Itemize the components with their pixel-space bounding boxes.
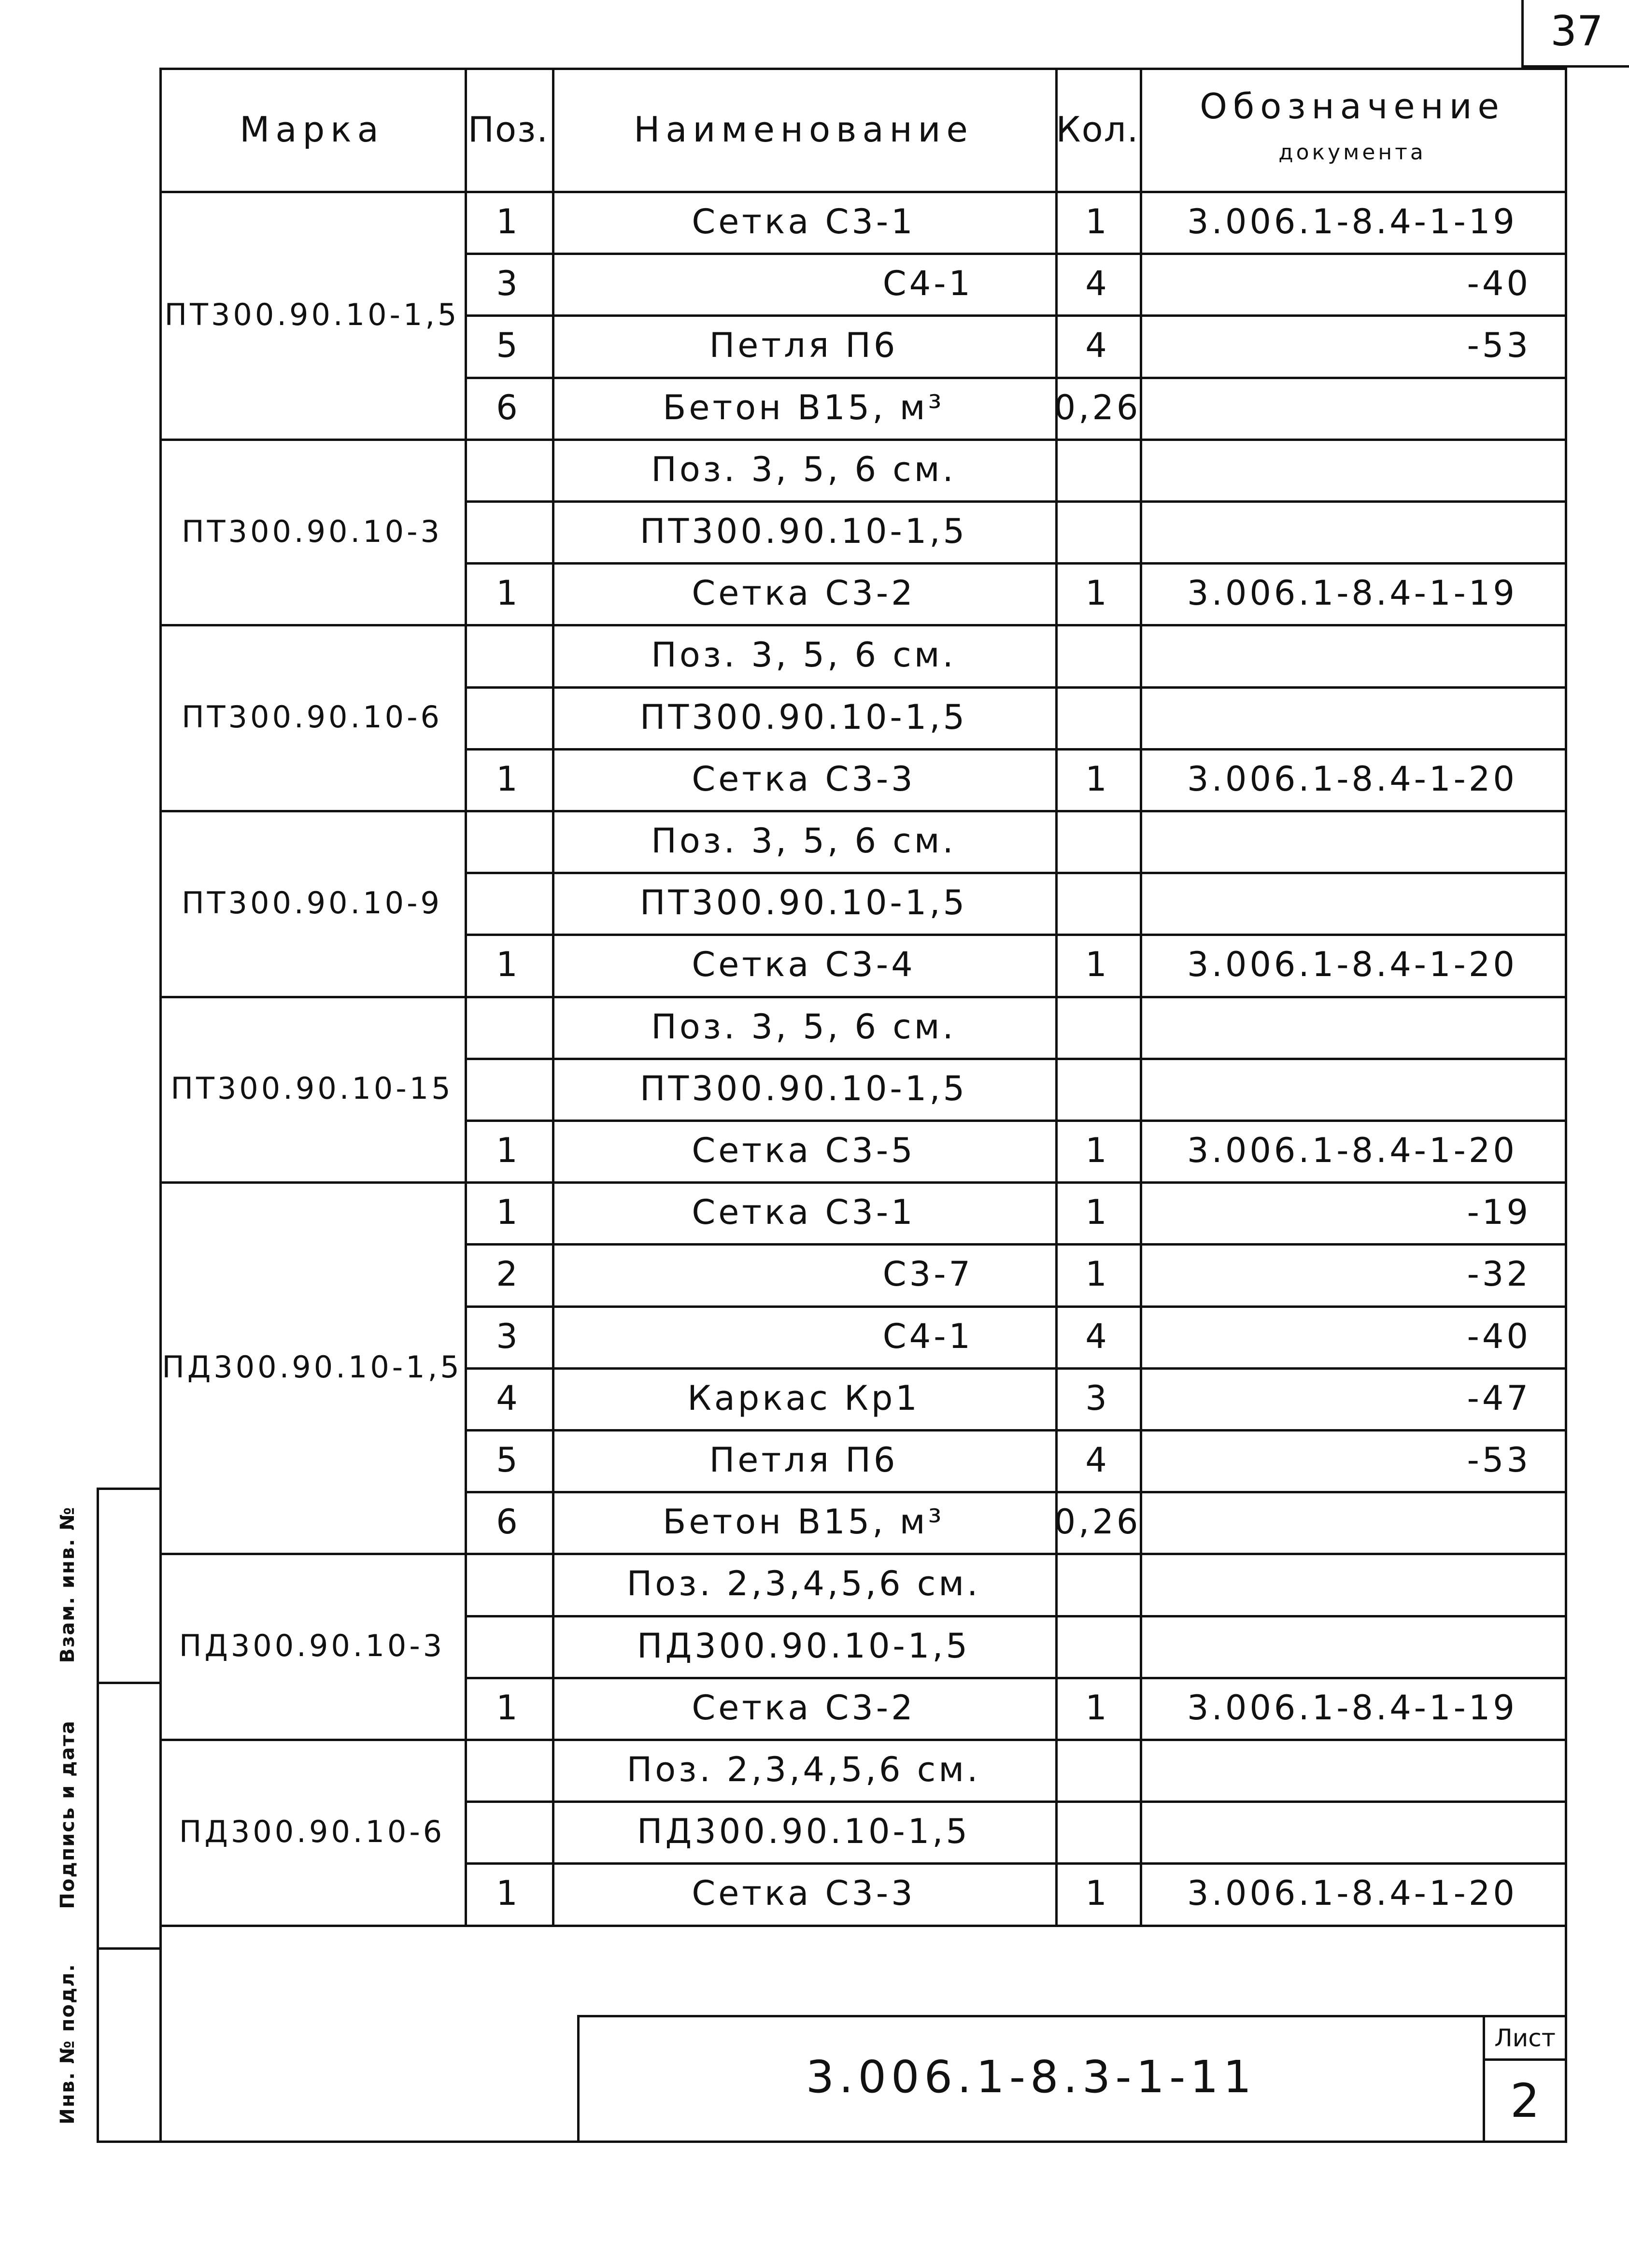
- cell-poz: [465, 1058, 552, 1120]
- stamp-sheet-number: 2: [1510, 2073, 1540, 2128]
- cell-poz: 3: [496, 1316, 521, 1356]
- cell-poz: 3: [496, 264, 521, 304]
- cell-poz: 1: [496, 759, 521, 799]
- cell-poz: [465, 810, 552, 872]
- header-kol: Кол.: [1056, 109, 1139, 150]
- cell-kol: 0,26: [1054, 387, 1141, 427]
- cell-oboz: [1140, 1800, 1565, 1862]
- cell-oboz: -19: [1467, 1192, 1531, 1233]
- cell-kol: 1: [1085, 1254, 1110, 1294]
- cell-oboz: 3.006.1-8.4-1-19: [1187, 573, 1517, 613]
- frame-bottom: [159, 2140, 1567, 2143]
- cell-kol: [1055, 1553, 1140, 1615]
- cell-oboz: [1140, 686, 1565, 748]
- cell-marka: ПТ300.90.10-9: [182, 885, 442, 921]
- cell-kol: 4: [1085, 264, 1110, 304]
- cell-kol: 1: [1085, 573, 1110, 613]
- cell-poz: 1: [496, 202, 521, 242]
- cell-poz: [465, 1800, 552, 1862]
- cell-oboz: -47: [1467, 1378, 1531, 1418]
- cell-naim: ПД300.90.10-1,5: [637, 1626, 971, 1666]
- cell-poz: [465, 996, 552, 1058]
- cell-kol: 1: [1085, 1131, 1110, 1171]
- cell-kol: 1: [1085, 1687, 1110, 1728]
- cell-marka: ПД300.90.10-3: [179, 1628, 445, 1664]
- cell-naim: ПД300.90.10-1,5: [637, 1812, 971, 1852]
- cell-oboz: -53: [1467, 1440, 1531, 1480]
- stamp-document-code: 3.006.1-8.3-1-11: [806, 2051, 1257, 2103]
- cell-naim: Бетон В15, м³: [663, 387, 945, 427]
- cell-marka: ПТ300.90.10-1,5: [164, 297, 460, 332]
- cell-naim: Сетка С3-2: [692, 573, 916, 613]
- cell-naim: Сетка С3-2: [692, 1687, 916, 1728]
- cell-kol: [1055, 500, 1140, 562]
- cell-oboz: 3.006.1-8.4-1-20: [1187, 759, 1517, 799]
- cell-poz: [465, 500, 552, 562]
- cell-poz: 5: [496, 1440, 521, 1480]
- cell-oboz: [1140, 872, 1565, 934]
- side-label-vzam: Взам. инв. №: [57, 1506, 79, 1663]
- cell-kol: 1: [1085, 945, 1110, 985]
- header-oboz-sub: документа: [1278, 140, 1426, 165]
- stamp-top-line: [577, 2015, 1565, 2017]
- column-border-2: [552, 68, 554, 1925]
- cell-naim: Поз. 2,3,4,5,6 см.: [626, 1750, 981, 1790]
- cell-oboz: [1140, 1553, 1565, 1615]
- cell-naim: Бетон В15, м³: [663, 1502, 945, 1542]
- cell-naim: С4-1: [882, 264, 973, 304]
- cell-naim: Сетка С3-5: [692, 1131, 916, 1171]
- cell-poz: 6: [496, 387, 521, 427]
- cell-naim: Сетка С3-1: [692, 1192, 916, 1233]
- cell-kol: [1055, 439, 1140, 500]
- stamp-sheet-label: Лист: [1494, 2024, 1556, 2052]
- cell-naim: ПТ300.90.10-1,5: [639, 511, 968, 552]
- cell-poz: 2: [496, 1254, 521, 1294]
- cell-kol: [1055, 810, 1140, 872]
- cell-naim: С4-1: [882, 1316, 973, 1356]
- page-number-divider: [1521, 0, 1524, 68]
- cell-kol: [1055, 624, 1140, 686]
- cell-kol: 4: [1085, 1316, 1110, 1356]
- cell-kol: [1055, 996, 1140, 1058]
- column-border-3: [1055, 68, 1058, 1925]
- cell-marka: ПД300.90.10-6: [179, 1814, 445, 1849]
- cell-oboz: [1140, 377, 1565, 439]
- cell-naim: Каркас Кр1: [687, 1378, 920, 1418]
- cell-naim: Поз. 2,3,4,5,6 см.: [626, 1564, 981, 1604]
- cell-kol: 3: [1085, 1378, 1110, 1418]
- cell-poz: [465, 1739, 552, 1800]
- cell-poz: 1: [496, 573, 521, 613]
- cell-kol: [1055, 1615, 1140, 1677]
- cell-kol: [1055, 1800, 1140, 1862]
- side-label-inv-podl: Инв. № подл.: [57, 1963, 79, 2125]
- column-border-5: [1565, 68, 1567, 1925]
- cell-poz: [465, 686, 552, 748]
- cell-naim: ПТ300.90.10-1,5: [639, 697, 968, 737]
- cell-poz: 1: [496, 1687, 521, 1728]
- cell-naim: Петля П6: [709, 1440, 898, 1480]
- cell-oboz: [1140, 1058, 1565, 1120]
- side-strip-top-line: [97, 1488, 160, 1490]
- cell-marka: ПТ300.90.10-15: [170, 1071, 453, 1106]
- cell-kol: 0,26: [1054, 1502, 1141, 1542]
- cell-kol: [1055, 1739, 1140, 1800]
- cell-oboz: [1140, 1739, 1565, 1800]
- cell-oboz: [1140, 439, 1565, 500]
- frame-left-lower: [159, 1925, 162, 2141]
- cell-naim: Поз. 3, 5, 6 см.: [651, 635, 956, 675]
- cell-poz: [465, 439, 552, 500]
- cell-naim: ПТ300.90.10-1,5: [639, 883, 968, 923]
- cell-poz: [465, 872, 552, 934]
- cell-kol: [1055, 1058, 1140, 1120]
- cell-naim: Сетка С3-3: [692, 1873, 916, 1914]
- cell-poz: 4: [496, 1378, 521, 1418]
- cell-naim: С3-7: [882, 1254, 973, 1294]
- column-border-1: [465, 68, 467, 1925]
- cell-kol: [1055, 872, 1140, 934]
- cell-oboz: [1140, 500, 1565, 562]
- cell-naim: Сетка С3-4: [692, 945, 916, 985]
- cell-kol: 1: [1085, 1192, 1110, 1233]
- cell-oboz: [1140, 996, 1565, 1058]
- cell-naim: Поз. 3, 5, 6 см.: [651, 821, 956, 861]
- cell-kol: 1: [1085, 1873, 1110, 1914]
- group-separator: [159, 1925, 1565, 1927]
- cell-poz: 1: [496, 945, 521, 985]
- side-label-podpis: Подпись и дата: [57, 1720, 79, 1909]
- header-poz: Поз.: [467, 109, 549, 150]
- cell-naim: Сетка С3-1: [692, 202, 916, 242]
- cell-poz: [465, 624, 552, 686]
- cell-marka: ПД300.90.10-1,5: [162, 1349, 462, 1385]
- cell-oboz: -40: [1467, 1316, 1531, 1356]
- cell-kol: 4: [1085, 326, 1110, 366]
- column-border-0: [159, 68, 162, 1925]
- cell-poz: [465, 1553, 552, 1615]
- cell-naim: Сетка С3-3: [692, 759, 916, 799]
- column-border-4: [1140, 68, 1142, 1925]
- cell-oboz: -40: [1467, 264, 1531, 304]
- cell-kol: [1055, 686, 1140, 748]
- header-naim: Наименование: [634, 109, 974, 150]
- cell-kol: 1: [1085, 759, 1110, 799]
- side-strip-bottom-line: [97, 2140, 160, 2143]
- cell-kol: 1: [1085, 202, 1110, 242]
- side-strip-outer-line: [97, 1488, 99, 2140]
- side-strip-divider-1: [97, 1682, 160, 1684]
- side-strip-divider-2: [97, 1947, 160, 1950]
- cell-naim: ПТ300.90.10-1,5: [639, 1068, 968, 1108]
- frame-right-lower: [1565, 1925, 1567, 2141]
- cell-oboz: [1140, 624, 1565, 686]
- cell-oboz: -32: [1467, 1254, 1531, 1294]
- cell-oboz: [1140, 810, 1565, 872]
- cell-oboz: [1140, 1615, 1565, 1677]
- cell-poz: 5: [496, 326, 521, 366]
- cell-oboz: 3.006.1-8.4-1-20: [1187, 1131, 1517, 1171]
- header-marka: Марка: [240, 109, 384, 150]
- cell-poz: 1: [496, 1131, 521, 1171]
- page-number: 37: [1550, 7, 1603, 56]
- cell-oboz: -53: [1467, 326, 1531, 366]
- cell-oboz: 3.006.1-8.4-1-20: [1187, 1873, 1517, 1914]
- cell-oboz: [1140, 1491, 1565, 1553]
- cell-naim: Петля П6: [709, 326, 898, 366]
- cell-marka: ПТ300.90.10-3: [182, 513, 442, 549]
- cell-poz: [465, 1615, 552, 1677]
- cell-oboz: 3.006.1-8.4-1-19: [1187, 1687, 1517, 1728]
- cell-kol: 4: [1085, 1440, 1110, 1480]
- cell-marka: ПТ300.90.10-6: [182, 699, 442, 735]
- cell-poz: 1: [496, 1873, 521, 1914]
- cell-poz: 1: [496, 1192, 521, 1233]
- header-oboz: Обозначение: [1200, 86, 1505, 127]
- cell-naim: Поз. 3, 5, 6 см.: [651, 449, 956, 489]
- cell-oboz: 3.006.1-8.4-1-20: [1187, 945, 1517, 985]
- cell-poz: 6: [496, 1502, 521, 1542]
- cell-naim: Поз. 3, 5, 6 см.: [651, 1006, 956, 1047]
- cell-oboz: 3.006.1-8.4-1-19: [1187, 202, 1517, 242]
